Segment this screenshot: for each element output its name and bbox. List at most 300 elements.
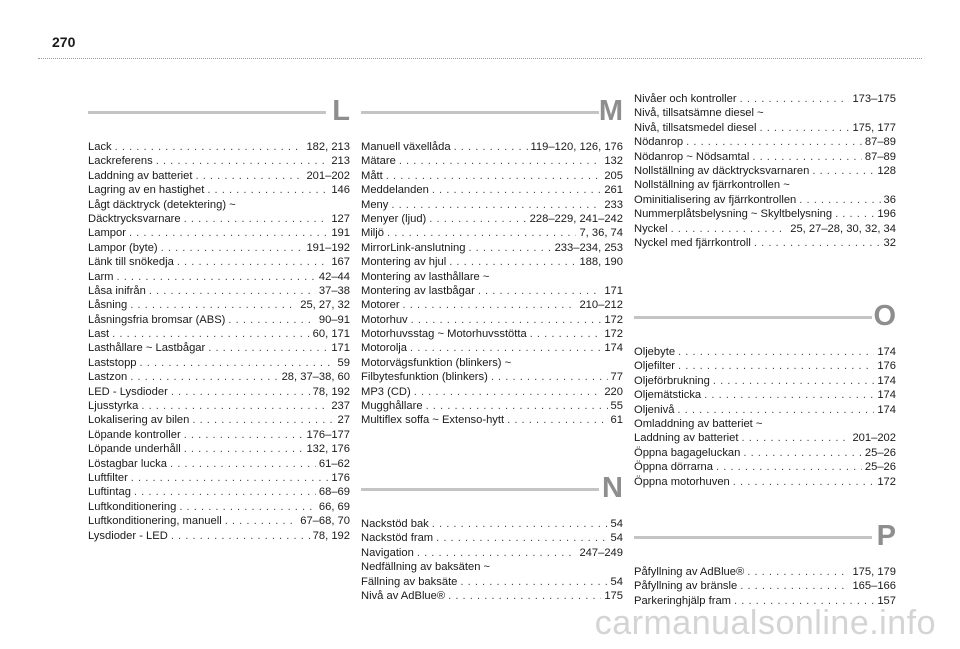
entry-pages: 87–89 <box>864 136 896 149</box>
entry-pages: 59 <box>337 356 350 369</box>
dot-leader <box>129 226 328 240</box>
entry-pages: 54 <box>610 532 623 545</box>
index-entry <box>88 255 350 269</box>
entry-term: Laddning av batteriet <box>634 432 739 445</box>
index-entry <box>361 531 623 545</box>
dot-leader <box>704 388 874 402</box>
index-entry <box>361 370 623 384</box>
dot-leader <box>747 565 849 579</box>
entry-term: Oljemätsticka <box>634 389 702 402</box>
entry-term: Lagring av en hastighet <box>88 184 205 197</box>
entry-pages: 233–234, 253 <box>554 241 623 254</box>
entry-term: Miljö <box>361 227 384 240</box>
section-N <box>361 471 623 603</box>
index-entry <box>361 341 623 355</box>
entry-pages: 78, 192 <box>312 385 350 398</box>
entry-term: Påfyllning av bränsle <box>634 580 738 593</box>
dot-leader <box>177 255 329 269</box>
entry-pages: 128 <box>877 164 896 177</box>
entry-pages: 25, 27–28, 30, 32, 34 <box>790 222 896 235</box>
entry-term: Motorhuv <box>361 313 408 326</box>
entry-term: Motorolja <box>361 342 408 355</box>
dot-leader <box>812 164 874 178</box>
index-entry <box>88 485 350 499</box>
dot-leader <box>460 575 607 589</box>
entry-term: Nivåer och kontroller <box>634 93 737 105</box>
entry-term: Ljusstyrka <box>88 400 139 413</box>
entry-term: MP3 (CD) <box>361 385 411 398</box>
section-O <box>634 299 896 489</box>
dot-leader <box>134 485 316 499</box>
entry-term: Menyer (ljud) <box>361 212 427 225</box>
entry-pages: 172 <box>877 475 896 488</box>
dot-leader <box>115 140 304 154</box>
section-N-continued <box>634 92 896 250</box>
dot-leader <box>192 413 334 427</box>
entry-term: Oljebyte <box>634 346 676 358</box>
index-entry <box>361 313 623 327</box>
dot-leader <box>799 193 880 207</box>
index-entry <box>88 413 350 427</box>
entry-pages: 213 <box>331 155 350 168</box>
index-entry <box>88 428 350 442</box>
dot-leader <box>171 385 310 399</box>
index-entry <box>88 183 350 197</box>
entry-pages: 54 <box>610 518 623 530</box>
entry-pages: 174 <box>877 346 896 358</box>
dot-leader <box>130 370 278 384</box>
dot-leader <box>410 341 601 355</box>
entry-term: Löstagbar lucka <box>88 457 167 470</box>
dot-leader <box>478 284 602 298</box>
entry-term: Parkeringhjälp fram <box>634 594 732 607</box>
entry-pages: 237 <box>331 400 350 413</box>
section-header <box>634 299 896 339</box>
index-entry <box>634 388 896 402</box>
index-entry <box>88 154 350 168</box>
entry-term: Mugghållare <box>361 400 423 413</box>
entry-term: Nummerplåtsbelysning ~ Skyltbelysning <box>634 208 833 221</box>
index-entry <box>634 475 896 489</box>
section-letter: O <box>873 300 896 332</box>
index-entry <box>361 284 623 298</box>
section-header <box>361 94 623 134</box>
entry-term: Multiflex soffa ~ Extenso-hytt <box>361 414 505 427</box>
section-divider <box>88 111 326 114</box>
entry-term: Laststopp <box>88 356 137 369</box>
dot-leader <box>417 546 577 560</box>
dot-leader <box>228 313 315 327</box>
index-entry <box>634 374 896 388</box>
entry-pages: 205 <box>604 169 623 182</box>
entry-pages: 171 <box>604 284 623 297</box>
dot-leader <box>432 517 608 531</box>
entry-pages: 261 <box>604 184 623 197</box>
dot-leader <box>196 169 304 183</box>
entry-term: Montering av hjul <box>361 256 447 269</box>
entry-pages: 220 <box>604 385 623 398</box>
section-divider <box>361 488 599 491</box>
dot-leader <box>448 589 601 603</box>
index-entry <box>361 198 623 212</box>
index-entry <box>634 106 896 120</box>
entry-term: Påfyllning av AdBlue® <box>634 566 745 578</box>
dot-leader <box>713 374 874 388</box>
index-entry <box>634 178 896 192</box>
index-entry <box>634 359 896 373</box>
entry-pages: 27 <box>337 414 350 427</box>
entry-pages: 37–38 <box>318 284 350 297</box>
index-entry <box>361 356 623 370</box>
index-entry <box>361 154 623 168</box>
dot-leader <box>740 579 849 593</box>
index-entry <box>361 327 623 341</box>
entry-list <box>634 345 896 489</box>
index-entry <box>88 500 350 514</box>
dot-leader <box>399 154 602 168</box>
entry-pages: 172 <box>604 328 623 341</box>
entry-term: Löpande underhåll <box>88 443 181 456</box>
dot-leader <box>184 212 329 226</box>
entry-term: Fällning av baksäte <box>361 575 458 588</box>
dot-leader <box>391 198 601 212</box>
entry-term: Nivå, tillsatsmedel diesel <box>634 121 757 134</box>
index-entry <box>634 460 896 474</box>
entry-pages: 174 <box>877 374 896 387</box>
entry-pages: 146 <box>331 184 350 197</box>
index-entry <box>88 514 350 528</box>
entry-pages: 119–120, 126, 176 <box>530 141 623 153</box>
dot-leader <box>170 457 316 471</box>
index-entry <box>88 356 350 370</box>
entry-term: Nackstöd bak <box>361 518 429 530</box>
entry-term: Mätare <box>361 155 396 168</box>
entry-term: Montering av lasthållare ~ <box>361 270 490 283</box>
entry-pages: 171 <box>331 342 350 355</box>
dot-leader <box>468 241 551 255</box>
dot-leader <box>140 356 335 370</box>
dot-leader <box>530 327 602 341</box>
index-entry <box>634 92 896 106</box>
page-number: 270 <box>52 34 76 50</box>
entry-pages: 127 <box>331 212 350 225</box>
entry-pages: 196 <box>877 208 896 221</box>
entry-pages: 175, 177 <box>852 121 896 134</box>
dot-leader <box>387 226 576 240</box>
dot-leader <box>171 529 310 543</box>
index-entry <box>361 589 623 603</box>
dot-leader <box>449 255 576 269</box>
entry-pages: 54 <box>610 575 623 588</box>
entry-pages: 247–249 <box>579 546 623 559</box>
section-header <box>634 519 896 559</box>
entry-term: Nödanrop ~ Nödsamtal <box>634 150 750 163</box>
dot-leader <box>411 313 602 327</box>
watermark: carmanualsonline.info <box>594 604 936 642</box>
entry-term: Mått <box>361 169 383 182</box>
section-letter: M <box>598 95 623 127</box>
index-entry <box>634 345 896 359</box>
dot-leader <box>733 475 875 489</box>
index-entry <box>361 169 623 183</box>
entry-term: Last <box>88 328 110 341</box>
entry-term: Nödanrop <box>634 136 684 149</box>
entry-term: Länk till snökedja <box>88 256 174 269</box>
entry-term: Manuell växellåda <box>361 141 451 153</box>
index-entry <box>634 431 896 445</box>
entry-pages: 90–91 <box>318 313 350 326</box>
dot-leader <box>742 431 850 445</box>
entry-term: Nollställning av fjärrkontrollen ~ <box>634 179 790 192</box>
index-entry <box>634 417 896 431</box>
entry-term: Navigation <box>361 546 414 559</box>
dot-leader <box>156 154 329 168</box>
index-entry <box>88 370 350 384</box>
entry-pages: 201–202 <box>852 432 896 445</box>
entry-pages: 132 <box>604 155 623 168</box>
entry-term: Låsningsfria bromsar (ABS) <box>88 313 226 326</box>
section-header <box>88 94 350 134</box>
dot-leader <box>131 471 329 485</box>
dot-leader <box>454 140 528 154</box>
entry-term: Larm <box>88 270 114 283</box>
index-entry <box>361 385 623 399</box>
entry-term: Meny <box>361 198 389 211</box>
entry-pages: 61–62 <box>318 457 350 470</box>
index-entry <box>634 150 896 164</box>
entry-term: Nedfällning av baksäten ~ <box>361 561 491 574</box>
index-entry <box>634 164 896 178</box>
entry-pages: 42–44 <box>318 270 350 283</box>
entry-term: Montering av lastbågar <box>361 284 475 297</box>
entry-list <box>361 517 623 603</box>
dot-leader <box>225 514 298 528</box>
entry-term: Oljenivå <box>634 403 675 416</box>
dot-leader <box>671 222 788 236</box>
dot-leader <box>386 169 602 183</box>
dot-leader <box>429 212 526 226</box>
entry-pages: 175 <box>604 589 623 602</box>
index-entry <box>634 135 896 149</box>
entry-pages: 174 <box>604 342 623 355</box>
entry-term: Öppna dörrarna <box>634 461 713 474</box>
entry-list <box>634 565 896 608</box>
entry-pages: 188, 190 <box>579 256 623 269</box>
entry-pages: 191–192 <box>306 241 350 254</box>
index-entry <box>88 212 350 226</box>
entry-pages: 60, 171 <box>312 328 350 341</box>
entry-pages: 191 <box>331 227 350 240</box>
entry-list <box>361 140 623 428</box>
index-entry <box>361 212 623 226</box>
index-entry <box>634 565 896 579</box>
dot-leader <box>426 399 608 413</box>
section-letter: P <box>876 520 896 552</box>
entry-term: Lampor (byte) <box>88 241 158 254</box>
entry-pages: 132, 176 <box>306 443 350 456</box>
entry-pages: 174 <box>877 403 896 416</box>
section-divider <box>634 536 872 539</box>
index-entry <box>634 193 896 207</box>
dot-leader <box>752 150 862 164</box>
entry-term: Luftkonditionering <box>88 500 177 513</box>
index-entry <box>361 517 623 531</box>
index-entry <box>88 241 350 255</box>
index-entry <box>634 222 896 236</box>
entry-term: Lampor <box>88 227 126 240</box>
index-entry <box>361 140 623 154</box>
entry-pages: 25, 27, 32 <box>300 299 350 312</box>
dot-leader <box>678 359 874 373</box>
index-entry <box>634 207 896 221</box>
index-entry <box>88 313 350 327</box>
dot-leader <box>207 183 328 197</box>
entry-pages: 61 <box>610 414 623 427</box>
entry-pages: 182, 213 <box>306 141 350 153</box>
section-letter: L <box>332 95 350 127</box>
entry-term: Lokalisering av bilen <box>88 414 190 427</box>
entry-term: Lysdioder - LED <box>88 529 168 542</box>
index-entry <box>634 236 896 250</box>
entry-pages: 55 <box>610 400 623 413</box>
entry-term: Nollställning av däcktrycksvarnaren <box>634 164 810 177</box>
entry-list <box>634 92 896 250</box>
index-entry <box>361 413 623 427</box>
section-header <box>361 471 623 511</box>
index-entry <box>88 327 350 341</box>
dot-leader <box>436 531 607 545</box>
index-entry <box>88 226 350 240</box>
index-entry <box>361 255 623 269</box>
entry-term: Låsning <box>88 299 128 312</box>
entry-pages: 174 <box>877 389 896 402</box>
dot-leader <box>716 460 862 474</box>
index-entry <box>361 575 623 589</box>
dot-leader <box>835 207 874 221</box>
index-entry <box>88 529 350 543</box>
dot-leader <box>130 298 297 312</box>
entry-term: Nivå, tillsatsämne diesel ~ <box>634 107 764 120</box>
entry-pages: 228–229, 241–242 <box>529 212 623 225</box>
dot-leader <box>754 236 881 250</box>
top-divider <box>38 58 922 59</box>
index-entry <box>361 270 623 284</box>
entry-pages: 201–202 <box>306 169 350 182</box>
index-entry <box>634 121 896 135</box>
dot-leader <box>117 270 316 284</box>
entry-pages: 87–89 <box>864 150 896 163</box>
entry-term: Ominitialisering av fjärrkontrollen <box>634 193 797 206</box>
index-entry <box>361 560 623 574</box>
index-entry <box>361 546 623 560</box>
index-entry <box>361 298 623 312</box>
entry-pages: 25–26 <box>864 446 896 459</box>
index-entry <box>361 399 623 413</box>
entry-pages: 7, 36, 74 <box>579 227 623 240</box>
dot-leader <box>112 327 310 341</box>
index-entry <box>88 442 350 456</box>
index-entry <box>88 169 350 183</box>
index-entry <box>88 140 350 154</box>
entry-term: Låsa inifrån <box>88 284 146 297</box>
index-entry <box>88 385 350 399</box>
entry-pages: 67–68, 70 <box>300 515 350 528</box>
section-divider <box>634 316 872 319</box>
entry-pages: 32 <box>883 236 896 249</box>
entry-term: Lasthållare ~ Lastbågar <box>88 342 206 355</box>
index-entry <box>88 298 350 312</box>
entry-pages: 167 <box>331 256 350 269</box>
index-entry <box>88 341 350 355</box>
entry-pages: 68–69 <box>318 486 350 499</box>
entry-pages: 66, 69 <box>318 500 350 513</box>
entry-pages: 165–166 <box>852 580 896 593</box>
dot-leader <box>677 403 874 417</box>
entry-pages: 25–26 <box>864 461 896 474</box>
index-entry <box>88 399 350 413</box>
dot-leader <box>507 413 607 427</box>
entry-term: Nyckel med fjärrkontroll <box>634 236 751 249</box>
dot-leader <box>184 442 304 456</box>
index-entry <box>361 226 623 240</box>
index-entry <box>88 284 350 298</box>
entry-pages: 175, 179 <box>852 566 896 578</box>
dot-leader <box>432 183 602 197</box>
entry-pages: 176–177 <box>306 428 350 441</box>
entry-pages: 210–212 <box>579 299 623 312</box>
dot-leader <box>208 341 328 355</box>
entry-term: Lackreferens <box>88 155 153 168</box>
dot-leader <box>403 298 577 312</box>
section-letter: N <box>602 472 623 504</box>
entry-term: Omladdning av batteriet ~ <box>634 417 763 430</box>
entry-term: Lågt däcktryck (detektering) ~ <box>88 198 236 211</box>
index-entry <box>88 198 350 212</box>
entry-term: Däcktrycksvarnare <box>88 212 181 225</box>
dot-leader <box>179 500 316 514</box>
entry-term: Filbytesfunktion (blinkers) <box>361 371 488 384</box>
section-P <box>634 519 896 608</box>
entry-pages: 172 <box>604 313 623 326</box>
dot-leader <box>491 370 608 384</box>
index-entry <box>634 403 896 417</box>
index-entry <box>634 579 896 593</box>
index-entry <box>88 270 350 284</box>
entry-term: Nyckel <box>634 222 668 235</box>
entry-term: Oljefilter <box>634 360 676 373</box>
dot-leader <box>740 92 850 106</box>
entry-term: Laddning av batteriet <box>88 169 193 182</box>
dot-leader <box>743 446 862 460</box>
entry-term: Luftfilter <box>88 471 128 484</box>
entry-pages: 77 <box>610 371 623 384</box>
entry-pages: 157 <box>877 594 896 607</box>
entry-term: MirrorLink-anslutning <box>361 241 466 254</box>
dot-leader <box>141 399 328 413</box>
entry-term: Löpande kontroller <box>88 428 181 441</box>
entry-term: LED - Lysdioder <box>88 385 168 398</box>
dot-leader <box>184 428 304 442</box>
entry-pages: 36 <box>883 193 896 206</box>
entry-term: Lack <box>88 141 112 153</box>
entry-term: Öppna bagageluckan <box>634 446 741 459</box>
entry-pages: 28, 37–38, 60 <box>281 371 350 384</box>
entry-term: Lastzon <box>88 371 128 384</box>
index-entry <box>88 471 350 485</box>
entry-term: Motorhuvsstag ~ Motorhuvsstötta <box>361 328 527 341</box>
entry-pages: 78, 192 <box>312 529 350 542</box>
entry-term: Nivå av AdBlue® <box>361 589 446 602</box>
